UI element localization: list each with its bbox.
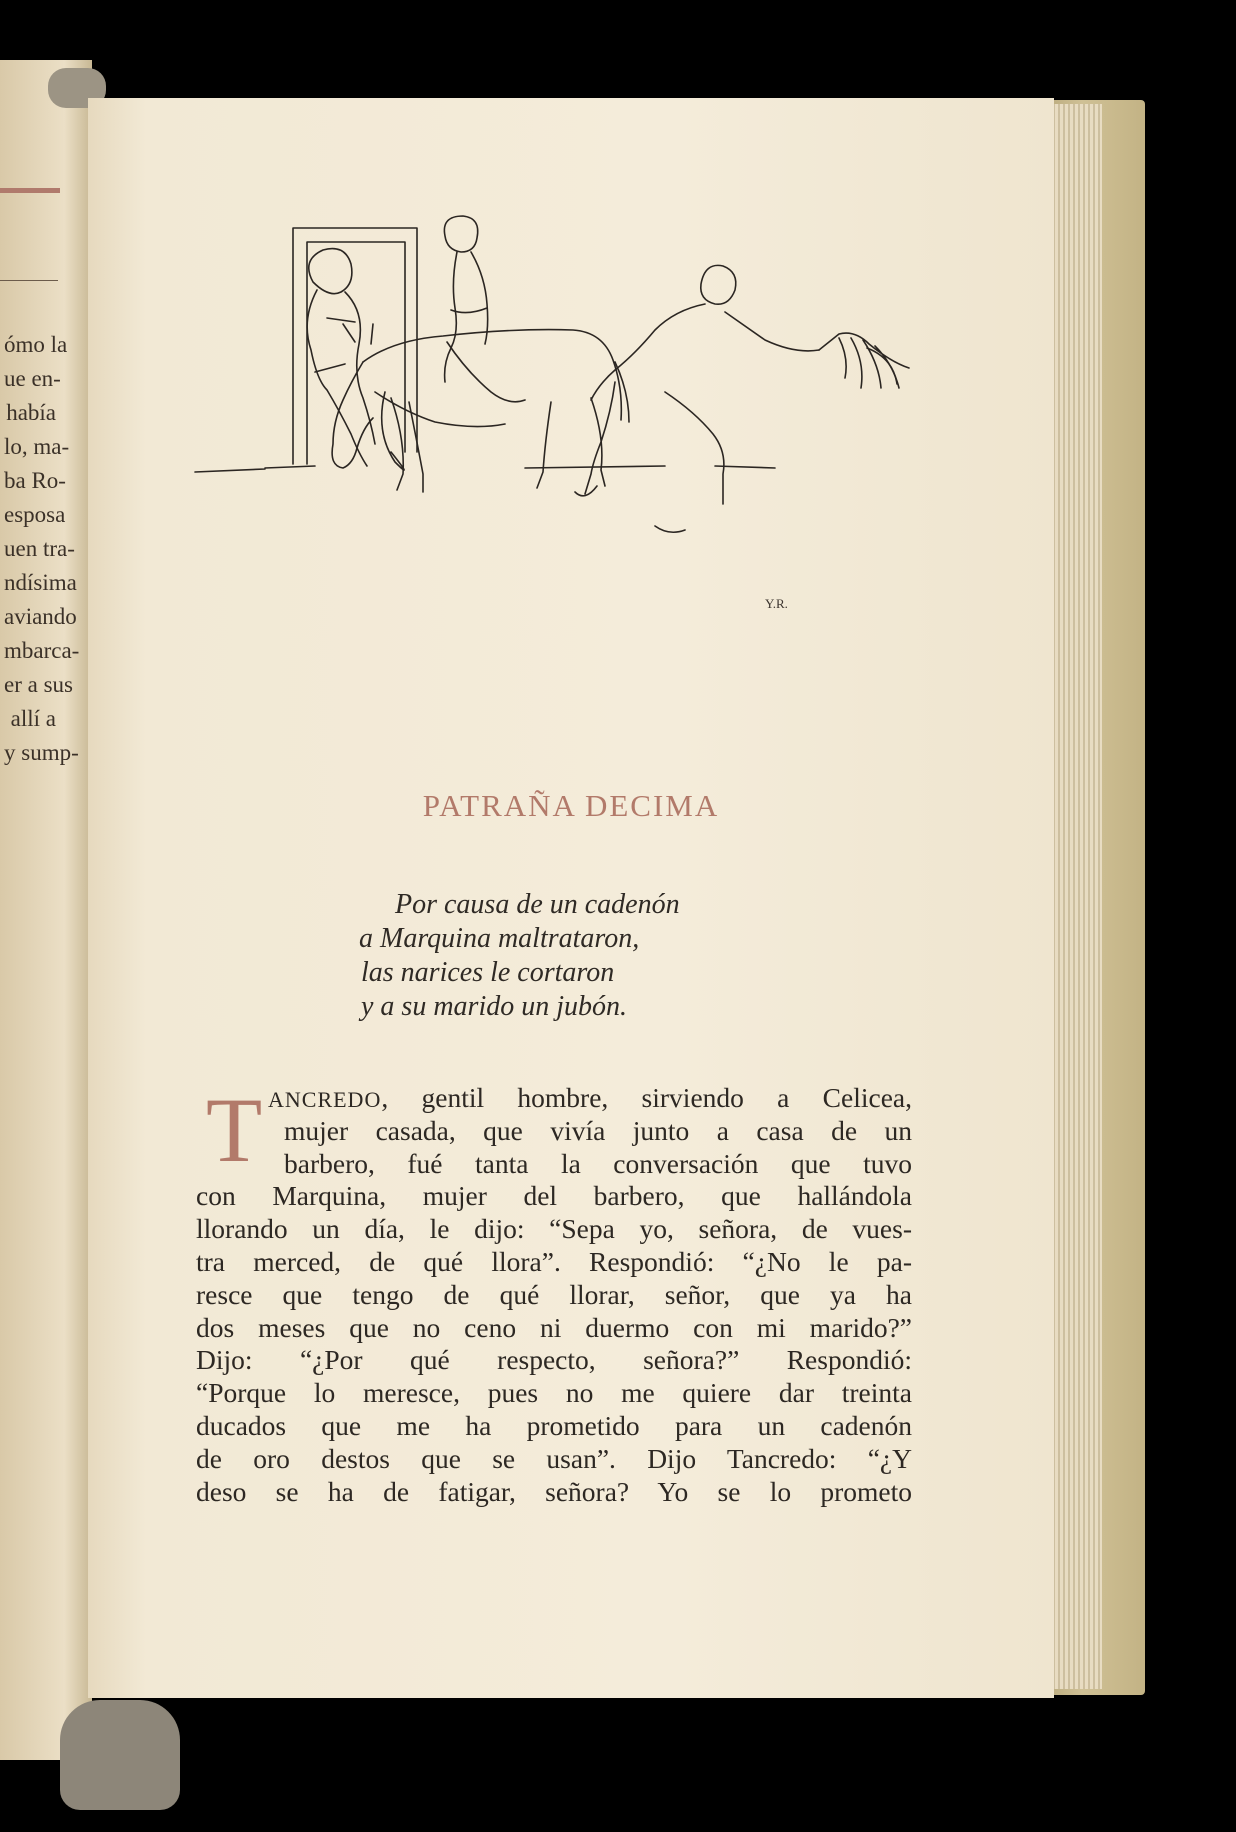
body-line: llorando un día, le dijo: “Sepa yo, señora, de vues- [196, 1213, 912, 1245]
left-line: mbarca- [4, 638, 80, 663]
left-line: esposa [4, 502, 66, 527]
left-page-text [4, 328, 80, 770]
left-line: er a sus [4, 672, 73, 697]
body-line: tra merced, de qué llora”. Respondió: “¿No le pa- [196, 1245, 912, 1277]
left-line: había [6, 400, 56, 425]
verse-line: y a su marido un jubón. [361, 991, 627, 1022]
left-line: ue en- [4, 366, 61, 391]
body-line: ducados que me ha prometido para un cadenón [196, 1409, 912, 1441]
body-text [196, 1079, 912, 1508]
chapter-title: PATRAÑA DECIMA [422, 788, 720, 823]
left-line: y sump- [4, 740, 79, 765]
left-line: aviando [4, 604, 77, 629]
left-page-rule [0, 188, 60, 193]
body-line: barbero, fué tanta la conversación que tuvo [284, 1147, 912, 1179]
page-edges [1050, 104, 1102, 1689]
body-line: Dijo: “¿Por qué respecto, señora?” Respondió: [196, 1344, 912, 1376]
verse [355, 888, 680, 1024]
left-line: ndísima [4, 570, 77, 595]
bookmark-ribbon-bottom [60, 1700, 180, 1810]
body-line: resce que tengo de qué llorar, señor, que ya ha [196, 1278, 912, 1310]
left-line: uen tra- [4, 536, 75, 561]
body-line: ANCREDO, gentil hombre, sirviendo a Celicea, [268, 1082, 912, 1113]
illustration [195, 222, 905, 620]
left-line: ómo la [4, 332, 68, 357]
body-line: de oro destos que se usan”. Dijo Tancredo: “¿Y [196, 1442, 912, 1474]
left-line: lo, ma- [4, 434, 70, 459]
left-line: ba Ro- [4, 468, 66, 493]
body-line: con Marquina, mujer del barbero, que hallándola [196, 1180, 912, 1212]
body-line: deso se ha de fatigar, señora? Yo se lo prometo [196, 1475, 912, 1507]
drop-cap: T [206, 1079, 263, 1181]
body-line: mujer casada, que vivía junto a casa de un [284, 1114, 912, 1146]
verse-line: a Marquina maltrataron, [359, 923, 640, 954]
left-line: allí a [10, 706, 56, 731]
left-page-thin-rule [0, 280, 58, 281]
illustration-signature: Y.R. [765, 596, 788, 611]
verse-line: Por causa de un cadenón [395, 889, 680, 920]
left-page [0, 60, 92, 1760]
body-line: dos meses que no ceno ni duermo con mi marido?” [196, 1311, 912, 1343]
body-line: “Porque lo meresce, pues no me quiere dar treinta [196, 1377, 912, 1409]
verse-line: las narices le cortaron [361, 957, 615, 988]
